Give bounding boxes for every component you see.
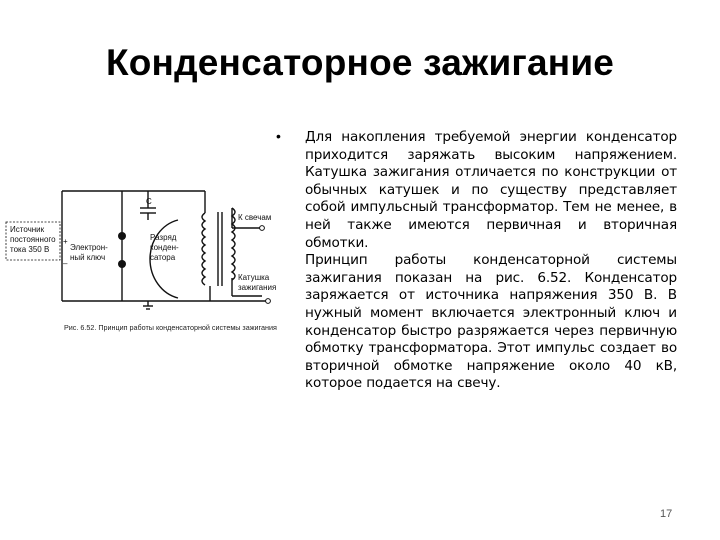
source-label-3: тока 350 В — [10, 245, 50, 254]
capacitor-label-1: Разряд — [150, 233, 177, 242]
source-label-1: Источник — [10, 225, 45, 234]
bullet-marker: • — [276, 128, 281, 144]
minus-sign: – — [63, 259, 68, 268]
capacitor-label-2: конден- — [150, 243, 179, 252]
source-label-2: постоянного — [10, 235, 56, 244]
figure-caption: Рис. 6.52. Принцип работы конденсаторной системы зажигания — [64, 323, 277, 332]
to-plugs-label: К свечам — [238, 213, 272, 222]
switch-label-1: Электрон- — [70, 243, 108, 252]
capacitor-label-3: сатора — [150, 253, 176, 262]
coil-label-2: зажигания — [238, 283, 277, 292]
slide-title: Конденсаторное зажигание — [105, 42, 615, 83]
slide-body — [305, 129, 677, 393]
capacitor-symbol: C — [146, 197, 152, 206]
plus-sign: + — [63, 237, 68, 246]
paragraph-2: Принцип работы конденсаторной системы зажигания показан на рис. 6.52. Конденсатор заряжается от источника напряжения 350 В. В нужный момент включается электронный ключ и конденсатор быстро разряжается через первичную обмотку трансформатора. Этот импульс создает во вторичной обмотке напряжение около 40 кВ, которое подается на свечу. — [305, 252, 677, 392]
coil-label-1: Катушка — [238, 273, 270, 282]
page-number: 17 — [660, 508, 673, 520]
switch-label-2: ный ключ — [70, 253, 106, 262]
paragraph-1: Для накопления требуемой энергии конденсатор приходится заряжать высоким напряжением. Катушка зажигания отличается по конструкции от обычных катушек и по существу представляет собой импульсный трансформатор. Тем не менее, в ней также имеются первичная и вторичная обмотки. — [305, 129, 677, 251]
